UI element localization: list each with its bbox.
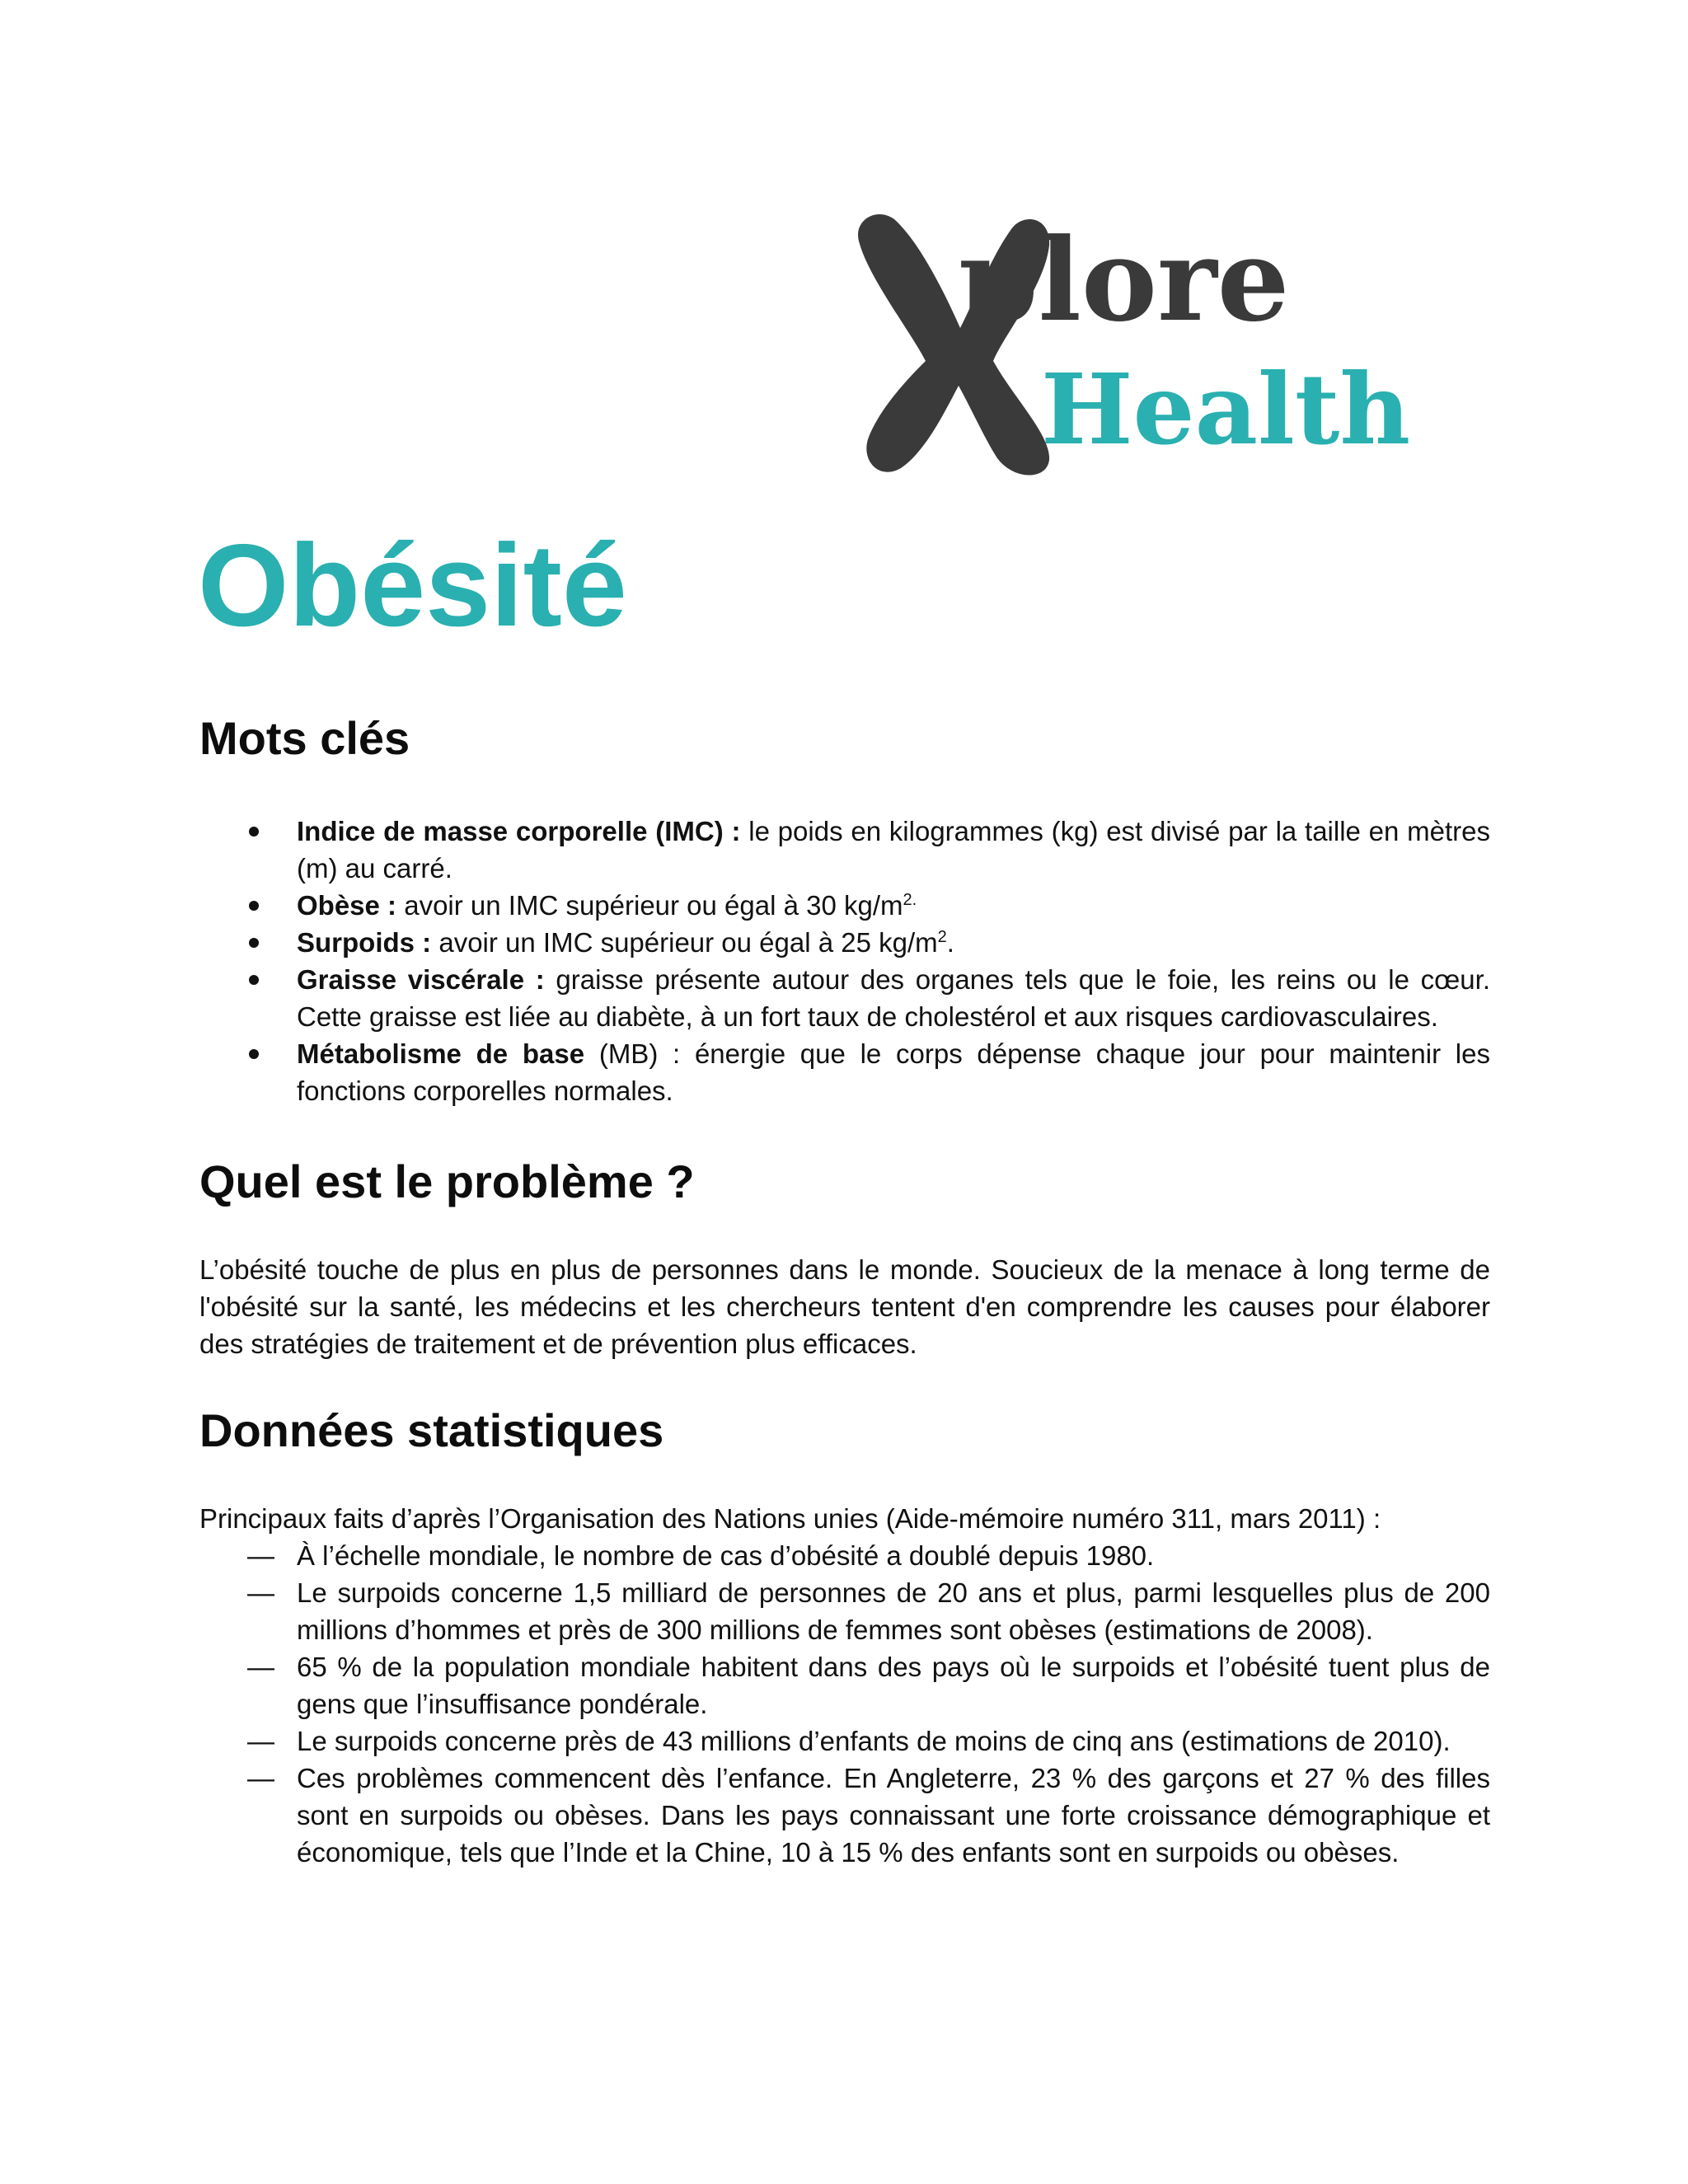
keyword-term: Indice de masse corporelle (IMC) :	[297, 816, 741, 846]
page-title: Obésité	[198, 520, 627, 651]
list-item: — Ces problèmes commencent dès l’enfance. En Angleterre, 23 % des garçons et 27 % des filles sont en surpoids ou obèses. Dans les pays connaissant une forte croissance démographique et économique, tels que l’Inde et la Chine, 10 à 15 % des enfants sont en surpoids ou obèses.	[199, 1760, 1490, 1871]
stats-intro: Principaux faits d’après l’Organisation des Nations unies (Aide-mémoire numéro 311, mars 2011) :	[199, 1503, 1381, 1534]
logo-word-health: Health	[1041, 352, 1411, 466]
keyword-term: Obèse :	[297, 890, 397, 921]
list-item: — 65 % de la population mondiale habitent dans des pays où le surpoids et l’obésité tuent plus de gens que l’insuffisance pondérale.	[199, 1648, 1490, 1722]
superscript: 2	[937, 928, 947, 946]
keyword-definition-end: .	[946, 927, 954, 958]
keyword-term: Métabolisme de base	[297, 1038, 585, 1069]
xplore-health-logo	[828, 196, 1455, 476]
keyword-definition: (MB) : énergie que le corps dépense chaque jour pour maintenir les fonctions corporelles normales.	[297, 1038, 1490, 1106]
list-item	[199, 887, 1490, 924]
problem-heading: Quel est le problème ?	[199, 1155, 695, 1207]
keyword-definition: le poids en kilogrammes (kg) est divisé par la taille en mètres (m) au carré.	[297, 816, 1490, 883]
list-item: — Le surpoids concerne 1,5 milliard de personnes de 20 ans et plus, parmi lesquelles plus de 200 millions d’hommes et près de 300 millions de femmes sont obèses (estimations de 2008).	[199, 1574, 1490, 1648]
keyword-term: Graisse viscérale :	[297, 964, 545, 995]
stats-list	[199, 1537, 1490, 1871]
keyword-term: Surpoids :	[297, 927, 432, 958]
list-item: — Le surpoids concerne près de 43 millions d’enfants de moins de cinq ans (estimations de 2010).	[199, 1722, 1490, 1760]
keyword-definition: avoir un IMC supérieur ou égal à 25 kg/m	[431, 927, 938, 958]
stats-heading: Données statistiques	[199, 1404, 664, 1456]
keyword-definition: graisse présente autour des organes tels que le foie, les reins ou le cœur. Cette graisse est liée au diabète, à un fort taux de cholestérol et aux risques cardiovasculaires.	[297, 964, 1491, 1032]
list-item	[199, 924, 1490, 961]
list-item	[199, 1035, 1490, 1109]
list-item	[199, 813, 1490, 887]
superscript: 2.	[903, 891, 917, 909]
keywords-heading: Mots clés	[199, 712, 410, 764]
list-item: — À l’échelle mondiale, le nombre de cas d’obésité a doublé depuis 1980.	[199, 1537, 1490, 1574]
logo-word-plore: plore	[959, 213, 1290, 347]
list-item	[199, 961, 1490, 1035]
keyword-definition: avoir un IMC supérieur ou égal à 30 kg/m	[396, 890, 903, 921]
keywords-list	[199, 813, 1490, 1109]
problem-paragraph: L’obésité touche de plus en plus de personnes dans le monde. Soucieux de la menace à long terme de l'obésité sur la santé, les médecins et les chercheurs tentent d'en comprendre les causes pour élaborer des stratégies de traitement et de prévention plus efficaces.	[199, 1254, 1490, 1359]
